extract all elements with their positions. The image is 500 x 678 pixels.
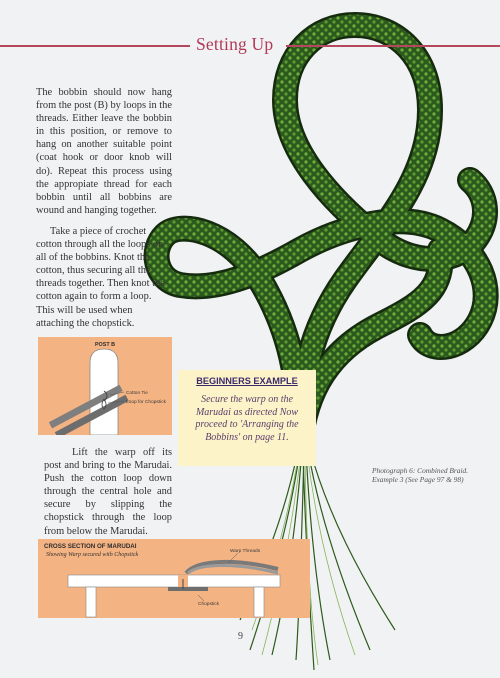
caption-line-2: Example 3 (See Page 97 & 98) (372, 475, 464, 484)
paragraph-lift-warp: Lift the warp off its post and bring to the Marudai. Push the cotton loop down through the central hole and secure by slipping the chopstick through the loop from below the Marudai. (44, 447, 172, 537)
cross-section-diagram (38, 539, 310, 618)
paragraph-crochet-cotton: Take a piece of crochet cotton through all the loops on all of the bobbins. Knot the cotton, thus securing all the threads together. Then knot the cotton again to form a loop. This will be used when attaching the chopstick. (36, 226, 165, 329)
caption-line-1: Photograph 6: Combined Braid. (372, 466, 469, 475)
beginners-title: BEGINNERS EXAMPLE (196, 376, 298, 386)
page-number: 9 (238, 631, 243, 642)
cotton-tie-label: Cotton Tie (126, 391, 148, 396)
post-b-diagram (38, 337, 172, 435)
chopstick-label: Chopstick (198, 602, 220, 607)
header-rule-left (0, 45, 190, 47)
paragraph-bobbin-hang: The bobbin should now hang from the post (B) by loops in the threads. Either leave the bobbin in this position, or remove to hang on another suitable point (coat hook or door knob will do). Repeat this process using the appropiate thread for each bobbin until all bobbins are wound and hanging together. (36, 87, 172, 216)
post-b-title: POST B (94, 342, 116, 348)
loop-chopstick-label: Loop for Chopstick (126, 400, 166, 405)
cross-section-title: CROSS SECTION OF MARUDAI (44, 543, 137, 550)
beginners-text: Secure the warp on the Marudai as directed Now proceed to 'Arranging the Bobbins' on page 11. (195, 394, 299, 443)
header-rule-right (286, 45, 500, 47)
photo-caption (372, 466, 490, 484)
page-title: Setting Up (196, 34, 274, 54)
beginners-example-box (178, 370, 316, 466)
cross-section-subtitle: Showing Warp secured with Chopstick (46, 552, 139, 558)
warp-threads-label: Warp Threads (230, 549, 261, 554)
